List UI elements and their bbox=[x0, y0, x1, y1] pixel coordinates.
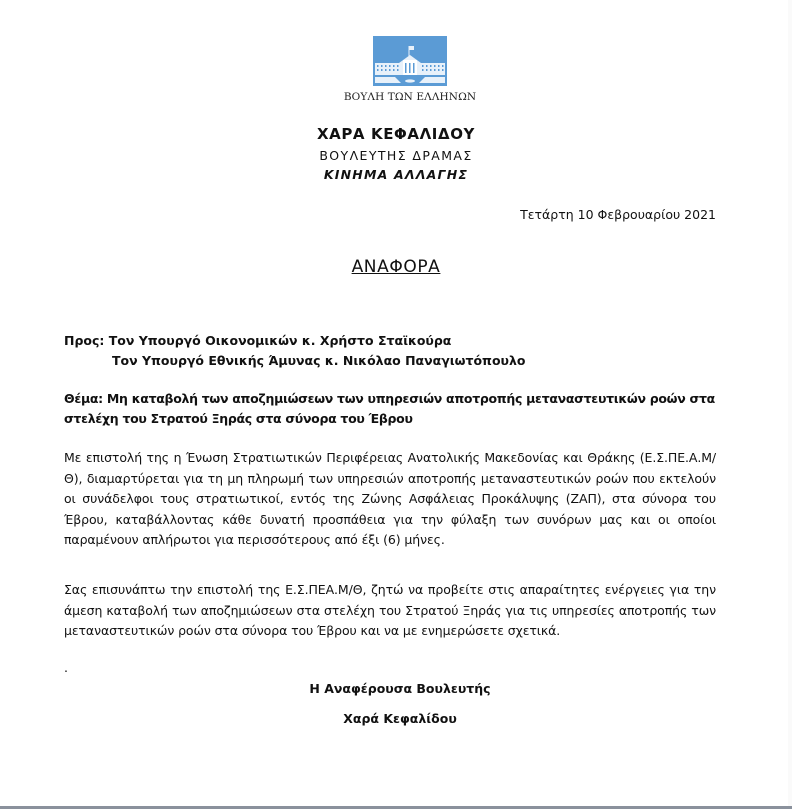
subject-line: Θέμα: Μη καταβολή των αποζημιώσεων των υπηρεσιών αποτροπής μεταναστευτικών ροών στα στελέχη του Στρατού Ξηράς στα σύνορα του Έβρου bbox=[64, 391, 715, 426]
hellenic-parliament-building-logo bbox=[373, 36, 447, 86]
recipients-block bbox=[64, 331, 525, 371]
body-paragraph-2: Σας επισυνάπτω την επιστολή της Ε.Σ.ΠΕΑ.Μ/Θ, ζητώ να προβείτε στις απαραίτητες ενέργειες για την άμεση καταβολή των αποζημιώσεων στα στελέχη του Στρατού Ξηράς για τις υπηρεσίες αποτροπής των μεταναστευτικών ροών στα σύνορα του Έβρου και να με ενημερώσετε σχετικά. bbox=[64, 582, 716, 638]
stray-period: . bbox=[64, 660, 68, 675]
recipient-line-2: Τον Υπουργό Εθνικής Άμυνας κ. Νικόλαο Παναγιωτόπουλο bbox=[112, 353, 526, 368]
recipient-line-1: Προς: Τον Υπουργό Οικονομικών κ. Χρήστο Σταϊκούρα bbox=[64, 333, 452, 348]
page-edge bbox=[788, 0, 792, 806]
signature-name: Χαρά Κεφαλίδου bbox=[343, 711, 457, 726]
logo-flag bbox=[409, 46, 414, 50]
document-title: ΑΝΑΦΟΡΑ bbox=[351, 257, 441, 277]
document-date: Τετάρτη 10 Φεβρουαρίου 2021 bbox=[520, 207, 716, 222]
mp-name-heading: ΧΑΡΑ ΚΕΦΑΛΙΔΟΥ bbox=[316, 125, 476, 143]
mp-party: ΚΙΝΗΜΑ ΑΛΛΑΓΗΣ bbox=[323, 167, 469, 182]
signature-title: Η Αναφέρουσα Βουλευτής bbox=[309, 681, 491, 696]
body-paragraph-1: Με επιστολή της η Ένωση Στρατιωτικών Περιφέρειας Ανατολικής Μακεδονίας και Θράκης (Ε.Σ.ΠΕ.Α.Μ/Θ), διαμαρτύρεται για τη μη πληρωμή των υπηρεσιών αποτροπής μεταναστευτικών ροών που εκτελούν οι συνάδελφοι τους στρατιωτικοί, εντός της Ζώνης Ασφάλειας Προκάλυψης (ΖΑΠ), στα σύνορα του Έβρου, καταβάλλοντας κάθε δυνατή προσπάθεια για την φύλαξη των συνόρων μας και οι οποίοι παραμένουν απλήρωτοι για περισσότερους από έξι (6) μήνες. bbox=[64, 450, 716, 547]
mp-role: ΒΟΥΛΕΥΤΗΣ ΔΡΑΜΑΣ bbox=[319, 148, 473, 163]
logo-caption: ΒΟΥΛΗ ΤΩΝ ΕΛΛΗΝΩΝ bbox=[343, 91, 477, 103]
logo-monument bbox=[405, 79, 415, 82]
